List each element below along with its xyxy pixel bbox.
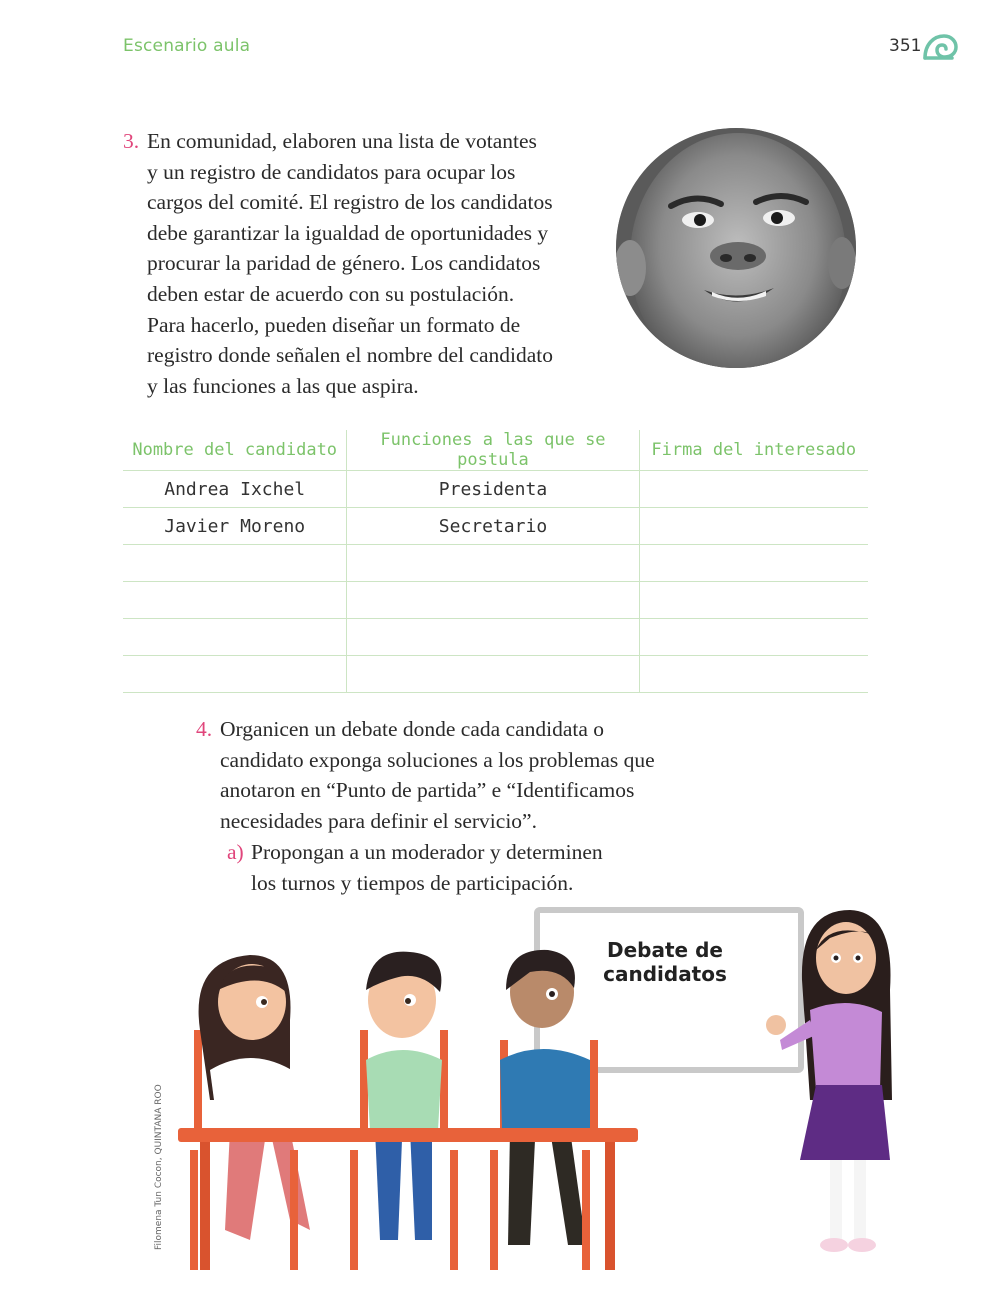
text-line: Propongan a un moderador y determinen	[251, 840, 603, 864]
text-line: deben estar de acuerdo con su postulación.	[147, 281, 515, 306]
table-row	[123, 471, 868, 508]
text-line: candidato exponga soluciones a los problemas que	[220, 747, 655, 772]
cell-function: Presidenta	[347, 471, 639, 508]
child-portrait-photo	[616, 128, 856, 368]
header-signature: Firma del interesado	[639, 430, 868, 471]
board-title: Debate de candidatos	[603, 938, 727, 986]
table-row	[123, 545, 868, 582]
table-row	[123, 508, 868, 545]
cell-function[interactable]	[347, 545, 639, 582]
activity-number: 3.	[123, 129, 140, 153]
cell-function[interactable]	[347, 582, 639, 619]
snail-logo-icon	[922, 30, 958, 62]
cell-signature[interactable]	[639, 545, 868, 582]
cell-signature[interactable]	[639, 582, 868, 619]
cell-signature[interactable]	[639, 471, 868, 508]
table-header-row	[123, 430, 868, 471]
cell-signature[interactable]	[639, 508, 868, 545]
header-functions: Funciones a las que se postula	[347, 430, 639, 471]
cell-candidate-name: Javier Moreno	[123, 508, 347, 545]
text-line: y un registro de candidatos para ocupar los	[147, 159, 516, 184]
table-row	[123, 619, 868, 656]
text-line: registro donde señalen el nombre del candidato	[147, 343, 553, 368]
cell-function: Secretario	[347, 508, 639, 545]
cell-candidate-name[interactable]	[123, 545, 347, 582]
whiteboard	[537, 910, 801, 1070]
activity-3	[123, 126, 587, 401]
cell-signature[interactable]	[639, 656, 868, 693]
sub-item-label: a)	[227, 840, 244, 864]
cell-candidate-name: Andrea Ixchel	[123, 471, 347, 508]
cell-candidate-name[interactable]	[123, 656, 347, 693]
illustration-credit: Filomena Tun Cocon, QUINTANA ROO	[154, 1084, 164, 1250]
table-row	[123, 582, 868, 619]
table-row	[123, 656, 868, 693]
page-number: 351	[889, 36, 922, 56]
text-line: En comunidad, elaboren una lista de votantes	[147, 129, 537, 153]
activity-4	[196, 714, 690, 836]
candidate-registry-table	[123, 430, 868, 693]
cell-candidate-name[interactable]	[123, 582, 347, 619]
header-candidate-name: Nombre del candidato	[123, 430, 347, 471]
cell-candidate-name[interactable]	[123, 619, 347, 656]
text-line: debe garantizar la igualdad de oportunidades y	[147, 220, 549, 245]
debate-illustration	[170, 900, 910, 1290]
text-line: y las funciones a las que aspira.	[147, 373, 419, 398]
section-title: Escenario aula	[123, 36, 251, 56]
cell-function[interactable]	[347, 619, 639, 656]
cell-function[interactable]	[347, 656, 639, 693]
table-top	[178, 1128, 638, 1142]
text-line: Organicen un debate donde cada candidata o	[220, 717, 605, 741]
text-line: los turnos y tiempos de participación.	[251, 870, 574, 895]
cell-signature[interactable]	[639, 619, 868, 656]
boy-seated-middle	[366, 952, 442, 1240]
text-line: cargos del comité. El registro de los candidatos	[147, 190, 553, 215]
activity-number: 4.	[196, 717, 213, 741]
text-line: necesidades para definir el servicio”.	[220, 808, 537, 833]
text-line: procurar la paridad de género. Los candidatos	[147, 251, 541, 276]
text-line: anotaron en “Punto de partida” e “Identificamos	[220, 778, 635, 803]
text-line: Para hacerlo, pueden diseñar un formato de	[147, 312, 521, 337]
activity-4-sub-a	[227, 837, 671, 898]
